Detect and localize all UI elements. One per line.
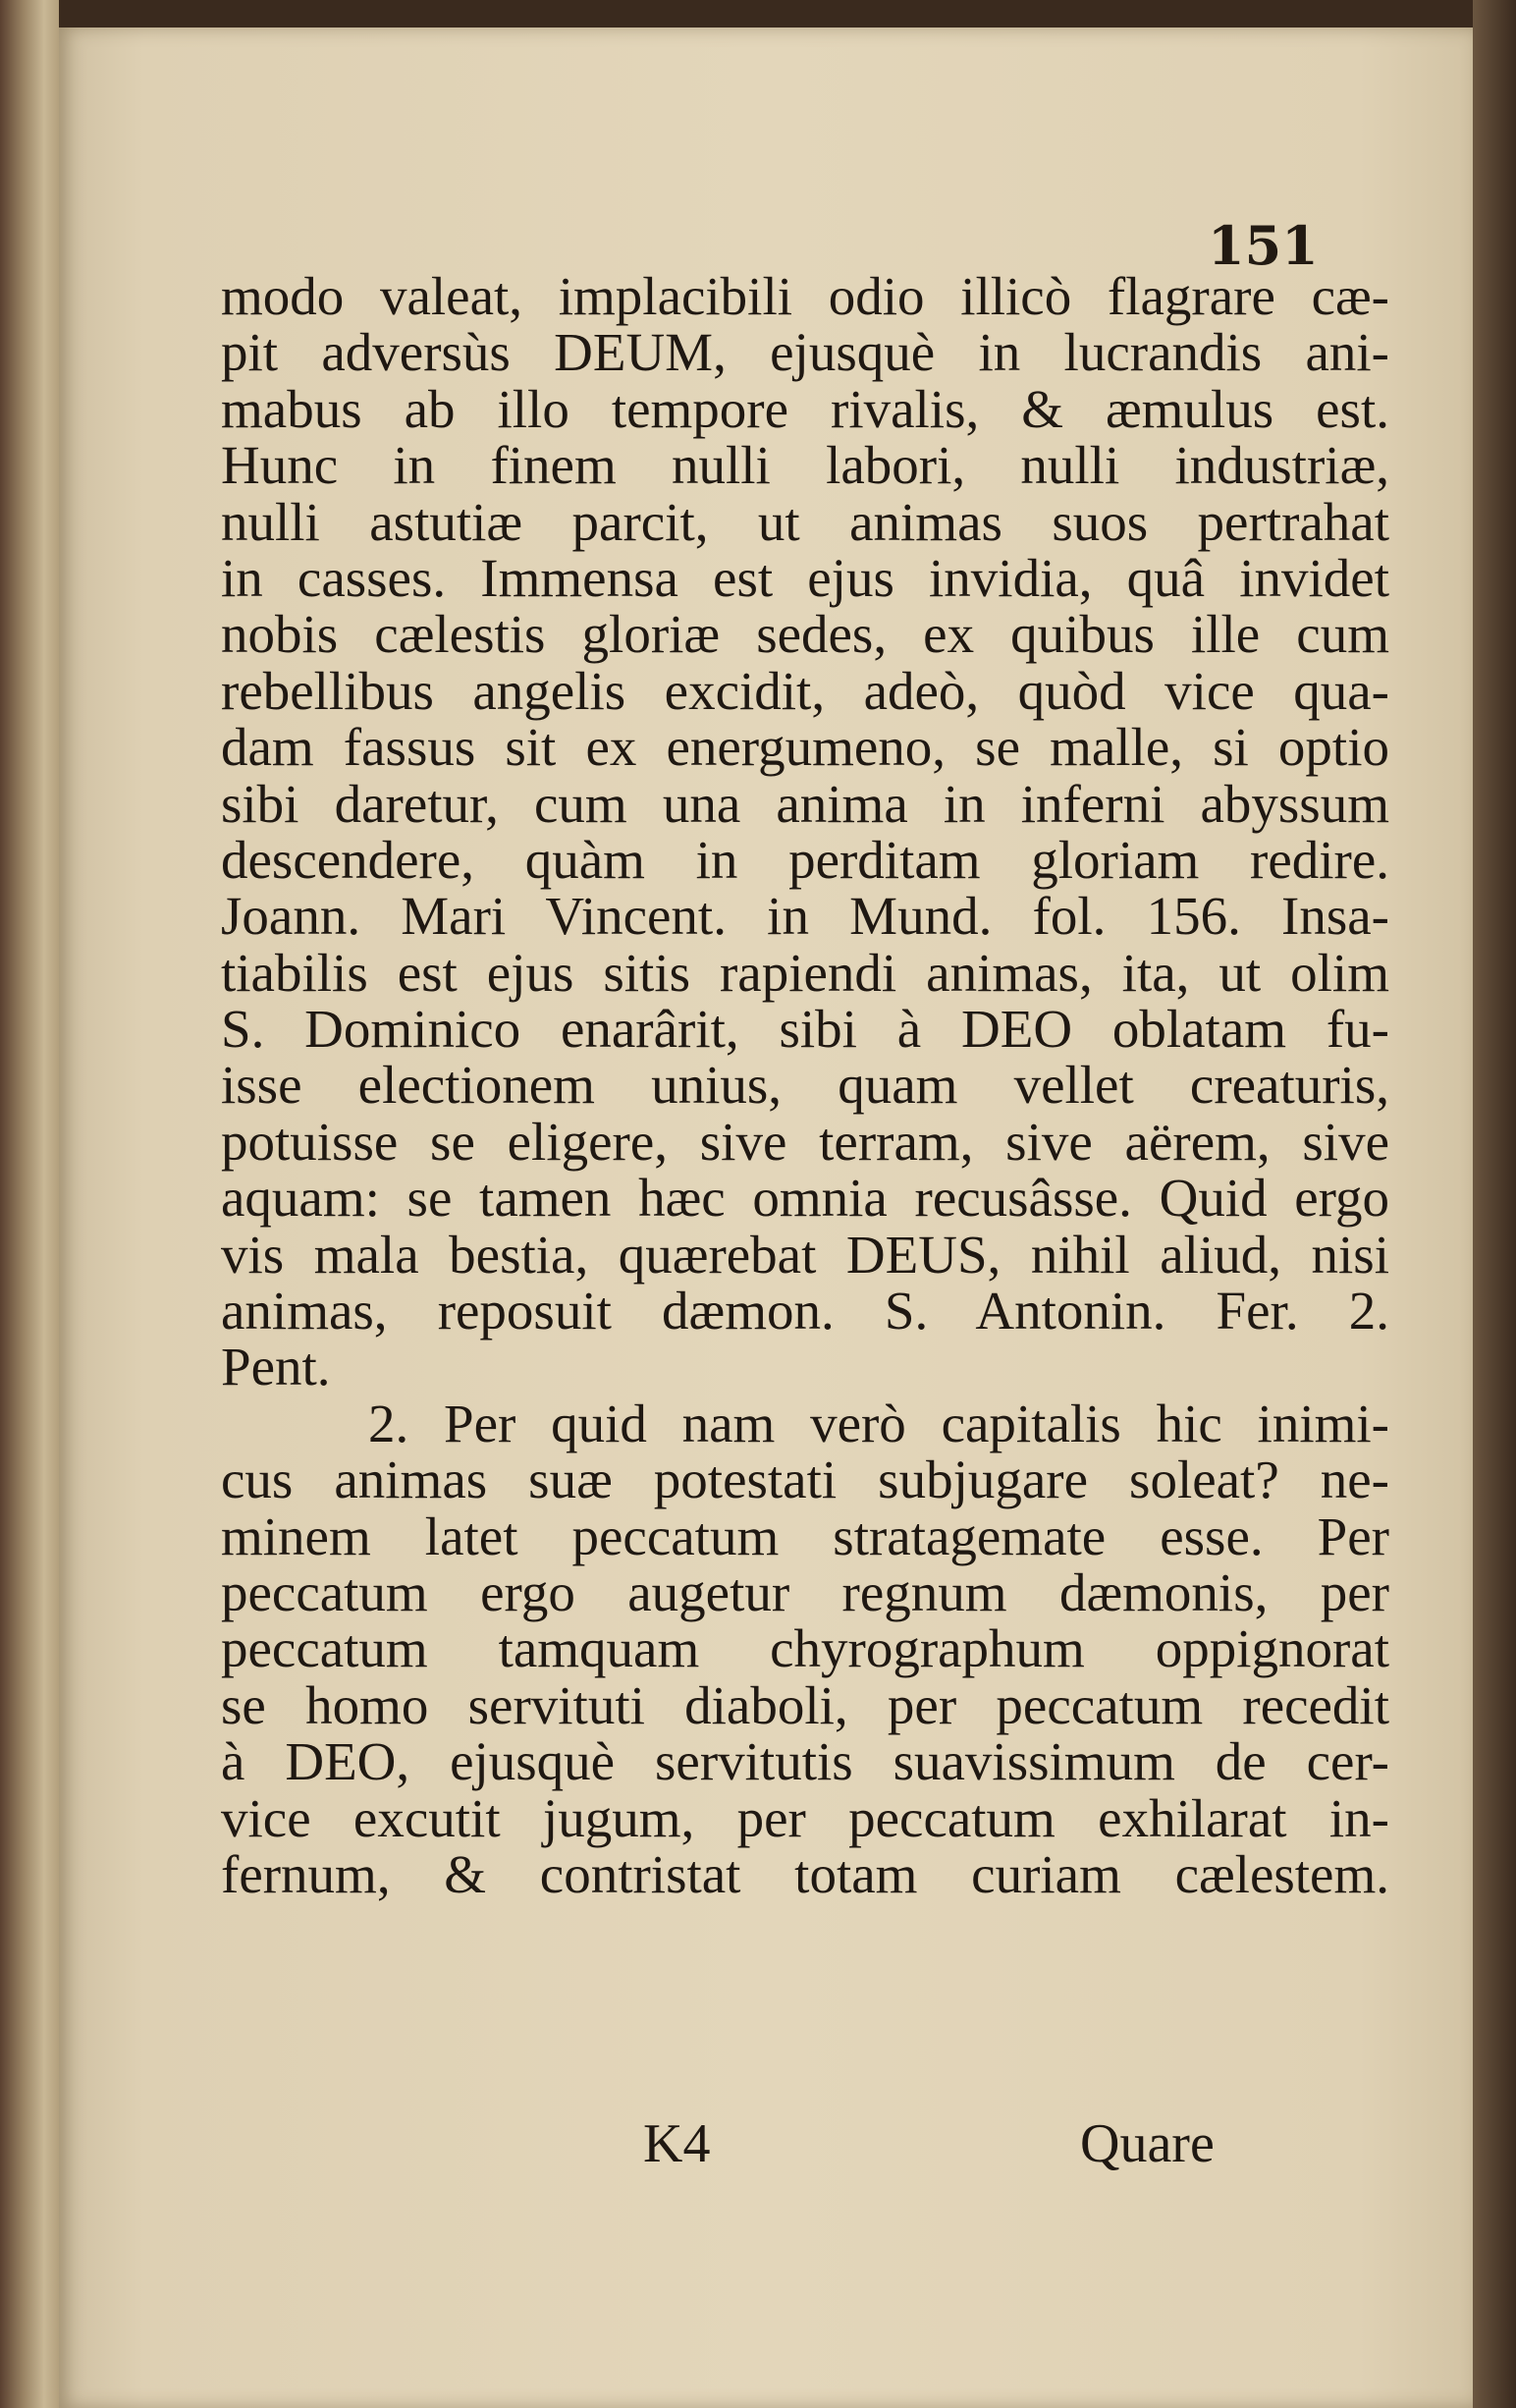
- text-line: aquam: se tamen hæc omnia recusâsse. Quid ergo: [221, 1168, 1389, 1229]
- text-line: vice excutit jugum, per peccatum exhilarat in-: [221, 1787, 1389, 1848]
- text-line: tiabilis est ejus sitis rapiendi animas, ita, ut olim: [221, 942, 1389, 1003]
- body-text: [221, 268, 1389, 1902]
- left-page-edge: [0, 0, 59, 2408]
- paragraph-2: [221, 1393, 1389, 1904]
- text-line: dam fassus sit ex energumeno, se malle, si optio: [221, 717, 1389, 778]
- text-line: Pent.: [221, 1337, 331, 1397]
- text-line: se homo servituti diaboli, per peccatum recedit: [221, 1674, 1389, 1735]
- text-line: cus animas suæ potestati subjugare soleat? ne-: [221, 1450, 1389, 1510]
- text-line: minem latet peccatum stratagemate esse. Per: [221, 1505, 1389, 1566]
- right-page-edge: [1473, 0, 1516, 2408]
- text-line: 2. Per quid nam verò capitalis hic inimi-: [368, 1393, 1389, 1453]
- text-line: animas, reposuit dæmon. S. Antonin. Fer. 2.: [221, 1281, 1389, 1341]
- text-line: isse electionem unius, quam vellet creaturis,: [221, 1055, 1389, 1116]
- text-line: peccatum ergo augetur regnum dæmonis, per: [221, 1561, 1389, 1622]
- text-line: S. Dominico enarârit, sibi à DEO oblatam fu-: [221, 999, 1389, 1060]
- paragraph-1: [221, 268, 1389, 1396]
- text-line: à DEO, ejusquè servitutis suavissimum de cer-: [221, 1731, 1389, 1792]
- text-line: mabus ab illo tempore rivalis, & æmulus est.: [221, 378, 1389, 439]
- text-line: in casses. Immensa est ejus invidia, quâ invidet: [221, 547, 1389, 608]
- text-line: Hunc in finem nulli labori, nulli industriæ,: [221, 435, 1389, 496]
- book-page: [59, 27, 1473, 2408]
- text-line: fernum, & contristat totam curiam cælestem.: [221, 1843, 1389, 1904]
- text-line: modo valeat, implacibili odio illicò flagrare cæ-: [221, 266, 1389, 326]
- text-line: nobis cælestis gloriæ sedes, ex quibus ille cum: [221, 604, 1389, 665]
- catchword: Quare: [1080, 2113, 1215, 2174]
- text-line: vis mala bestia, quærebat DEUS, nihil aliud, nisi: [221, 1224, 1389, 1285]
- text-line: nulli astutiæ parcit, ut animas suos pertrahat: [221, 491, 1389, 552]
- text-line: peccatum tamquam chyrographum oppignorat: [221, 1618, 1389, 1679]
- signature-mark: K4: [643, 2113, 711, 2174]
- text-line: sibi daretur, cum una anima in inferni abyssum: [221, 773, 1389, 834]
- page-number: 151: [1208, 214, 1319, 277]
- page-footer: [59, 2112, 1473, 2191]
- text-line: potuisse se eligere, sive terram, sive aërem, sive: [221, 1111, 1389, 1172]
- text-line: pit adversùs DEUM, ejusquè in lucrandis ani-: [221, 322, 1389, 383]
- text-line: Joann. Mari Vincent. in Mund. fol. 156. Insa-: [221, 886, 1389, 947]
- text-line: descendere, quàm in perditam gloriam redire.: [221, 829, 1389, 890]
- text-line: rebellibus angelis excidit, adeò, quòd vice qua-: [221, 660, 1389, 721]
